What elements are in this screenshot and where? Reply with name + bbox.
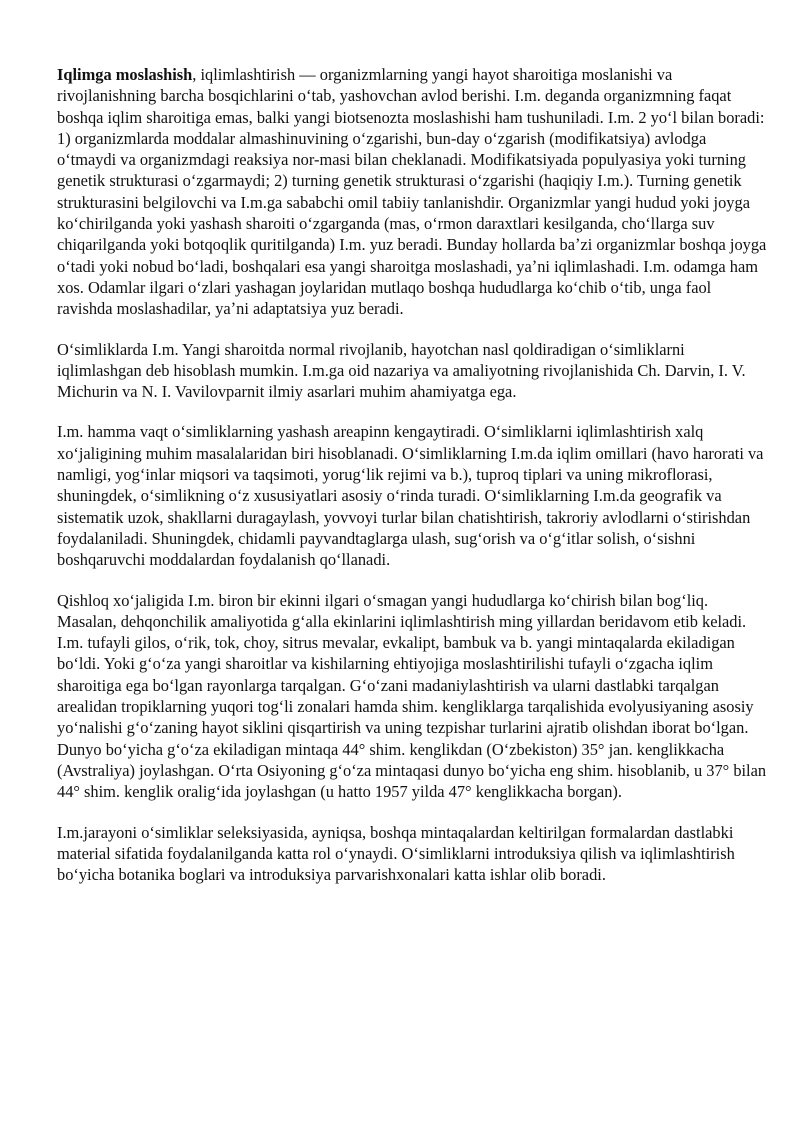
paragraph-plants: Oʻsimliklarda I.m. Yangi sharoitda normal rivojlanib, hayotchan nasl qoldiradigan oʻsimliklarni iqlimlashgan deb hisoblash mumkin. I.m.ga oid nazariya va amaliyotning rivojlanishida Ch. Darvin, I. V. Michurin va N. I. Vavilovparnit ilmiy asarlari muhim ahamiyatga ega. [57,339,746,402]
paragraph-selection: I.m.jarayoni oʻsimliklar seleksiyasida, ayniqsa, boshqa mintaqalardan keltirilgan formalardan dastlabki material sifatida foydalanilganda katta rol oʻynaydi. Oʻsimliklarni introduksiya qilish va iqlimlashtirish boʻyicha botanika boglari va introduksiya parvarishxonalari katta ishlar olib boradi. [57,822,735,885]
document-page [57,64,767,904]
paragraph-definition-text: , iqlimlashtirish — organizmlarning yangi hayot sharoitiga moslanishi va rivojlanishning barcha bosqichlarini oʻtab, yashovchan avlod berishi. I.m. deganda organizmning faqat boshqa iqlim sharoitiga emas, balki yangi biotsenozta moslashishi ham tushuniladi. I.m. 2 yoʻl bilan boradi: 1) organizmlarda moddalar almashinuvining oʻzgarishi, bun-day oʻzgarish (modifikatsiya) avlodga oʻtmaydi va organizmdagi reaksiya nor-masi bilan cheklanadi. Modifikatsiyada populyasiya yoki turning genetik strukturasi oʻzgarmaydi; 2) turning genetik strukturasi oʻzgarishi (haqiqiy I.m.). Turning genetik strukturasini belgilovchi va I.m.ga sababchi omil tabiiy tanlanishdir. Organizmlar yangi hudud yoki joyga koʻchirilganda yoki yashash sharoiti oʻzgarganda (mas, oʻrmon daraxtlari kesilganda, choʻllarga suv chiqarilganda yoki botqoqlik quritilganda) I.m. yuz beradi. Bunday hollarda baʼzi organizmlar boshqa joyga oʻtadi yoki nobud boʻladi, boshqalari esa yangi sharoitga moslashadi, yaʼni iqlimlashadi. I.m. odamga ham xos. Odamlar ilgari oʻzlari yashagan joylaridan mutlaqo boshqa hududlarga koʻchib oʻtib, unga faol ravishda moslashadilar, yaʼni adaptatsiya yuz beradi. [57,65,767,319]
headword: Iqlimga moslashish [57,65,193,84]
paragraph-definition [57,64,767,320]
paragraph-range-expansion: I.m. hamma vaqt oʻsimliklarning yashash areapinn kengaytiradi. Oʻsimliklarni iqlimlashtirish xalq xoʻjaligining muhim masalalaridan biri hisoblanadi. Oʻsimliklarning I.m.da iqlim omillari (havo harorati va namligi, yogʻinlar miqsori va taqsimoti, yorugʻlik rejimi va b.), tuproq tiplari va uning mikroflorasi, shuningdek, oʻsimlikning oʻz xususiyatlari asosiy oʻrinda turadi. Oʻsimliklarning I.m.da geografik va sistematik uzok, shakllarni duragaylash, yovvoyi turlar bilan chatishtirish, takroriy avlodlarni oʻstirishdan foydalaniladi. Shuningdek, chidamli payvandtaglarga ulash, sugʻorish va oʻgʻitlar solish, oʻsishni boshqaruvchi moddalardan foydalanish qoʻllanadi. [57,422,764,570]
paragraph-agriculture: Qishloq xoʻjaligida I.m. biron bir ekinni ilgari oʻsmagan yangi hududlarga koʻchirish bilan bogʻliq. Masalan, dehqonchilik amaliyotida gʻalla ekinlarini iqlimlashtirish ming yillardan beridavom etib keladi. I.m. tufayli gilos, oʻrik, tok, choy, sitrus mevalar, evkalipt, bambuk va b. yangi mintaqalarda ekiladigan boʻldi. Yoki gʻoʻza yangi sharoitlar va kishilarning ehtiyojiga moslashtirilishi tufayli oʻzgacha iqlim sharoitiga ega boʻlgan rayonlarga tarqalgan. Gʻoʻzani madaniylashtirish va ularni dastlabki tarqalgan arealidan tropiklarning yuqori togʻli zonalari hamda shim. kengliklarga tarqalishida evolyusiyaning asosiy yoʻnalishi gʻoʻzaning hayot siklini qisqartirish va uning tezpishar turlarini ajratib olishdan iborat boʻlgan. Dunyo boʻyicha gʻoʻza ekiladigan mintaqa 44° shim. kenglikdan (Oʻzbekiston) 35° jan. kenglikkacha (Avstraliya) joylashgan. Oʻrta Osiyoning gʻoʻza mintaqasi dunyo boʻyicha eng shim. hisoblanib, u 37° bilan 44° shim. kenglik oraligʻida joylashgan (u hatto 1957 yilda 47° kenglikkacha borgan). [57,590,767,802]
